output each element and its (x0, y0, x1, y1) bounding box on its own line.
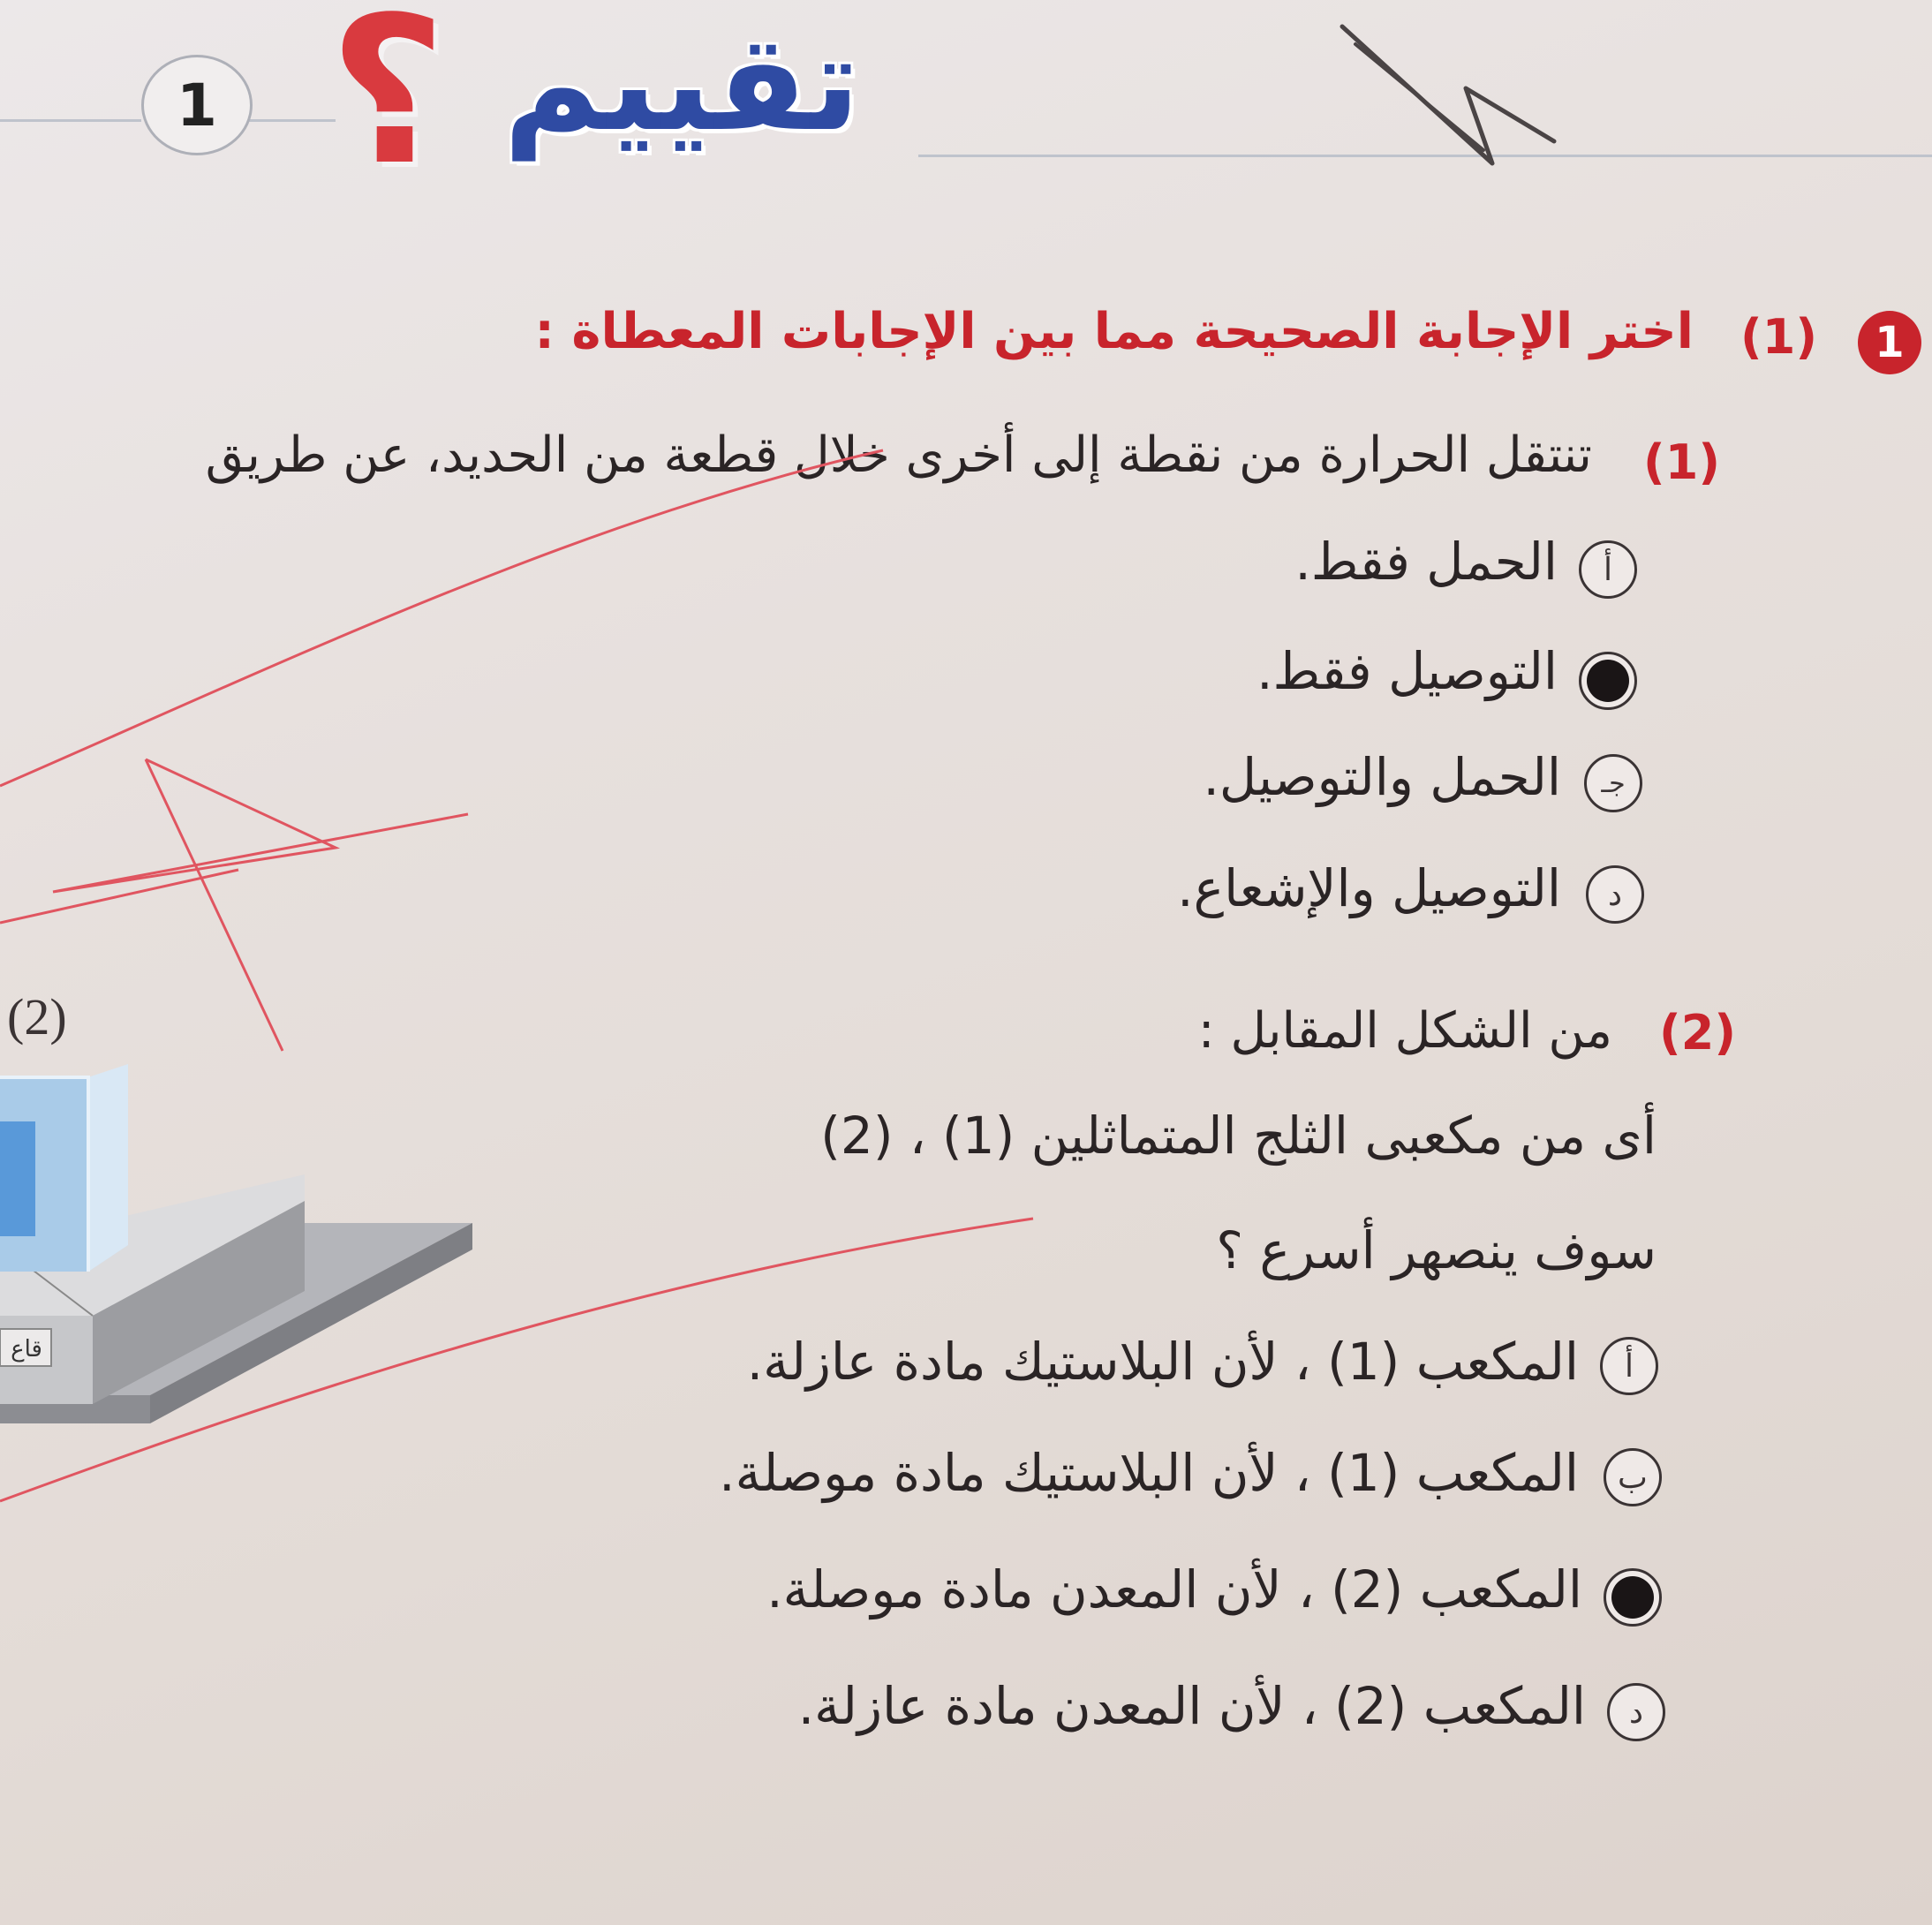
q2-text-line2: سوف ينصهر أسرع ؟ (1216, 1220, 1657, 1280)
q1-option-a-text: الحمل فقط. (1294, 532, 1558, 592)
q2-number: (2) (1659, 1005, 1736, 1061)
page-title: تقييم (503, 7, 861, 161)
q2-option-b-marker[interactable]: ب (1604, 1448, 1662, 1506)
q2-option-d-marker[interactable]: د (1607, 1683, 1665, 1741)
plate-label: قاع (11, 1336, 42, 1363)
q2-option-a-text: المكعب (1) ، لأن البلاستيك مادة عازلة. (746, 1332, 1579, 1392)
question-mark-icon: ؟ (328, 0, 447, 210)
q1-option-d-text: التوصيل والإشعاع. (1177, 858, 1561, 918)
q1-option-c-marker[interactable]: جـ (1584, 754, 1642, 812)
figure-label: (2) (7, 988, 67, 1046)
assessment-number-badge: 1 (141, 55, 253, 155)
q1-option-b-text: التوصيل فقط. (1257, 641, 1558, 701)
q1-text: تنتقل الحرارة من نقطة إلى أخرى خلال قطعة من الحديد، عن طريق (205, 427, 1592, 484)
section-instruction: اختر الإجابة الصحيحة مما بين الإجابات المعطاة : (534, 303, 1694, 360)
q2-option-b-text: المكعب (1) ، لأن البلاستيك مادة موصلة. (719, 1443, 1579, 1503)
q2-intro: من الشكل المقابل : (1197, 1002, 1612, 1060)
q2-option-c-text: المكعب (2) ، لأن المعدن مادة موصلة. (766, 1559, 1582, 1619)
q2-text-line1: أى من مكعبى الثلج المتماثلين (1) ، (2) (820, 1106, 1657, 1166)
section-number-badge: 1 (1858, 311, 1921, 374)
section-prefix: (1) (1740, 309, 1817, 365)
q1-option-d-marker[interactable]: د (1586, 865, 1644, 924)
q2-option-d-text: المكعب (2) ، لأن المعدن مادة عازلة. (797, 1676, 1586, 1736)
q1-option-a-marker[interactable]: أ (1579, 540, 1637, 599)
q2-option-a-marker[interactable]: أ (1600, 1337, 1658, 1395)
q1-number: (1) (1643, 434, 1720, 490)
q1-option-c-text: الحمل والتوصيل. (1203, 747, 1561, 807)
